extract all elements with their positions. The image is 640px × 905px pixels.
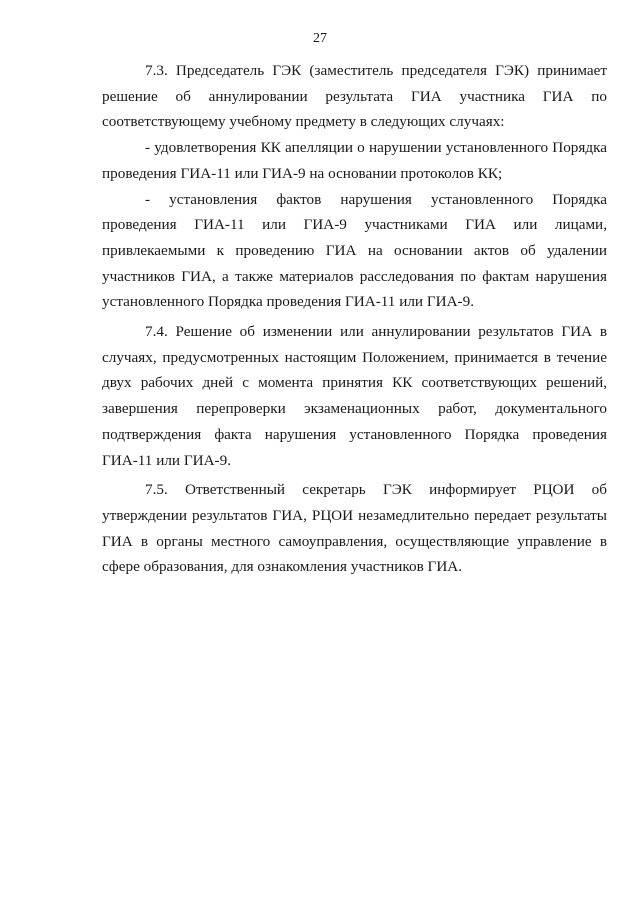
page-number: 27 bbox=[313, 31, 327, 46]
paragraph-7-5: 7.5. Ответственный секретарь ГЭК информирует РЦОИ об утверждении результатов ГИА, РЦОИ незамедлительно передает результаты ГИА в органы местного самоуправления, осуществляющие управление в сфере образования, для ознакомления участников ГИА. bbox=[102, 481, 607, 576]
list-item-appeal: - удовлетворения КК апелляции о нарушении установленного Порядка проведения ГИА-11 или ГИА-9 на основании протоколов КК; bbox=[102, 139, 607, 182]
list-item-violation: - установления фактов нарушения установленного Порядка проведения ГИА-11 или ГИА-9 участниками ГИА или лицами, привлекаемыми к проведению ГИА на основании актов об удалении участников ГИА, а также материалов расследования по фактам нарушения установленного Порядка проведения ГИА-11 или ГИА-9. bbox=[102, 190, 607, 311]
paragraph-7-3: 7.3. Председатель ГЭК (заместитель председателя ГЭК) принимает решение об аннулировании результата ГИА участника ГИА по соответствующему учебному предмету в следующих случаях: bbox=[102, 62, 607, 131]
paragraph-7-4: 7.4. Решение об изменении или аннулировании результатов ГИА в случаях, предусмотренных настоящим Положением, принимается в течение двух рабочих дней с момента принятия КК соответствующих решений, завершения перепроверки экзаменационных работ, документального подтверждения факта нарушения установленного Порядка проведения ГИА-11 или ГИА-9. bbox=[102, 323, 607, 469]
document-body bbox=[102, 58, 607, 580]
